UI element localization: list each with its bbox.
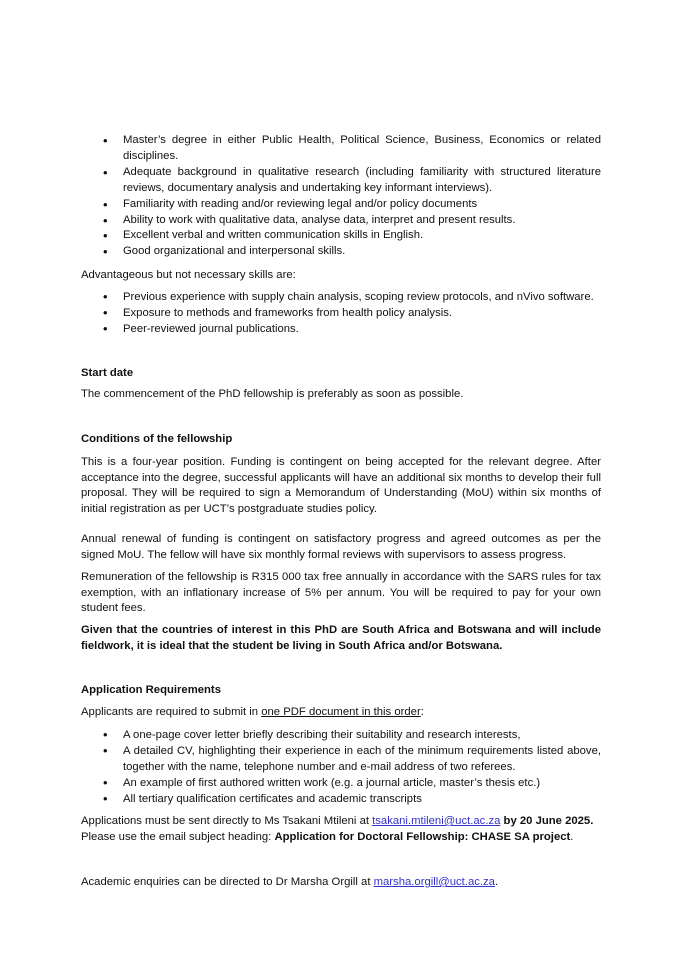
- advantageous-intro: Advantageous but not necessary skills are:: [81, 269, 296, 281]
- list-item: • Peer-reviewed journal publications.: [81, 321, 601, 337]
- application-list: [81, 727, 601, 807]
- start-date-heading: Start date: [81, 367, 134, 379]
- enquiries-text: Academic enquiries can be directed to Dr Marsha Orgill at: [81, 876, 374, 888]
- subject-heading: Application for Doctoral Fellowship: CHASE SA project: [274, 830, 571, 843]
- application-heading: Application Requirements: [81, 684, 221, 696]
- list-item: • Master’s degree in either Public Health, Political Science, Business, Economics or related disciplines.: [81, 133, 601, 164]
- list-item: • A detailed CV, highlighting their experience in each of the minimum requirements listed above, together with the name, telephone number and e-mail address of two referees.: [81, 743, 601, 775]
- enquiries: [81, 875, 601, 891]
- tsakani-email-link[interactable]: tsakani.mtileni@uct.ac.za: [372, 815, 501, 827]
- list-item: • Exposure to methods and frameworks from health policy analysis.: [81, 305, 601, 321]
- conditions-paragraph: Remuneration of the fellowship is R315 000 tax free annually in accordance with the SARS rules for tax exemption, with an inflationary increase of 5% per annum. You will be required to pay for your own student fees.: [81, 571, 601, 614]
- conditions-paragraph: This is a four-year position. Funding is contingent on being accepted for the relevant degree. After acceptance into the degree, successful applicants will have an additional six months to develop their full proposal. They will be required to sign a Memorandum of Understanding (MoU) within six months of initial registration as per UCT’s postgraduate studies policy.: [81, 456, 601, 515]
- deadline: by 20 June 2025.: [500, 815, 594, 827]
- conditions-heading: Conditions of the fellowship: [81, 433, 233, 445]
- intro-text: Applicants are required to submit in: [81, 706, 262, 718]
- application-intro: [81, 705, 601, 721]
- list-item: • Ability to work with qualitative data, analyse data, interpret and present results.: [81, 213, 601, 229]
- conditions-paragraph: Annual renewal of funding is contingent on satisfactory progress and agreed outcomes as per the signed MoU. The fellow will have six monthly formal reviews with supervisors to assess progress.: [81, 533, 601, 561]
- list-item: • An example of first authored written work (e.g. a journal article, master’s thesis etc.): [81, 775, 601, 791]
- list-item: • All tertiary qualification certificates and academic transcripts: [81, 791, 601, 807]
- subject-end: .: [570, 830, 574, 843]
- list-item: • Adequate background in qualitative research (including familiarity with structured literature reviews, documentary analysis and undertaking key informant interviews).: [81, 165, 601, 196]
- start-date-text: The commencement of the PhD fellowship is preferably as soon as possible.: [81, 388, 464, 400]
- conditions-residency-note: Given that the countries of interest in this PhD are South Africa and Botswana and will include fieldwork, it is ideal that the student be living in South Africa and/or Botswana.: [81, 624, 601, 652]
- list-item: • A one-page cover letter briefly describing their suitability and research interests,: [81, 727, 601, 743]
- list-item: • Excellent verbal and written communication skills in English.: [81, 228, 601, 244]
- subject-text: Please use the email subject heading:: [81, 830, 275, 843]
- marsha-email-link[interactable]: marsha.orgill@uct.ac.za: [373, 876, 495, 888]
- application-instructions: [81, 814, 601, 845]
- list-item: • Good organizational and interpersonal skills.: [81, 244, 601, 260]
- list-item: • Previous experience with supply chain analysis, scoping review protocols, and nVivo software.: [81, 289, 601, 305]
- requirements-list: [81, 133, 601, 259]
- send-text: Applications must be sent directly to Ms Tsakani Mtileni at: [81, 815, 373, 827]
- intro-end: :: [420, 706, 424, 718]
- advantageous-list: [81, 289, 601, 337]
- enquiries-end: .: [494, 876, 499, 888]
- intro-underlined: one PDF document in this order: [261, 706, 421, 718]
- list-item: • Familiarity with reading and/or reviewing legal and/or policy documents: [81, 197, 601, 213]
